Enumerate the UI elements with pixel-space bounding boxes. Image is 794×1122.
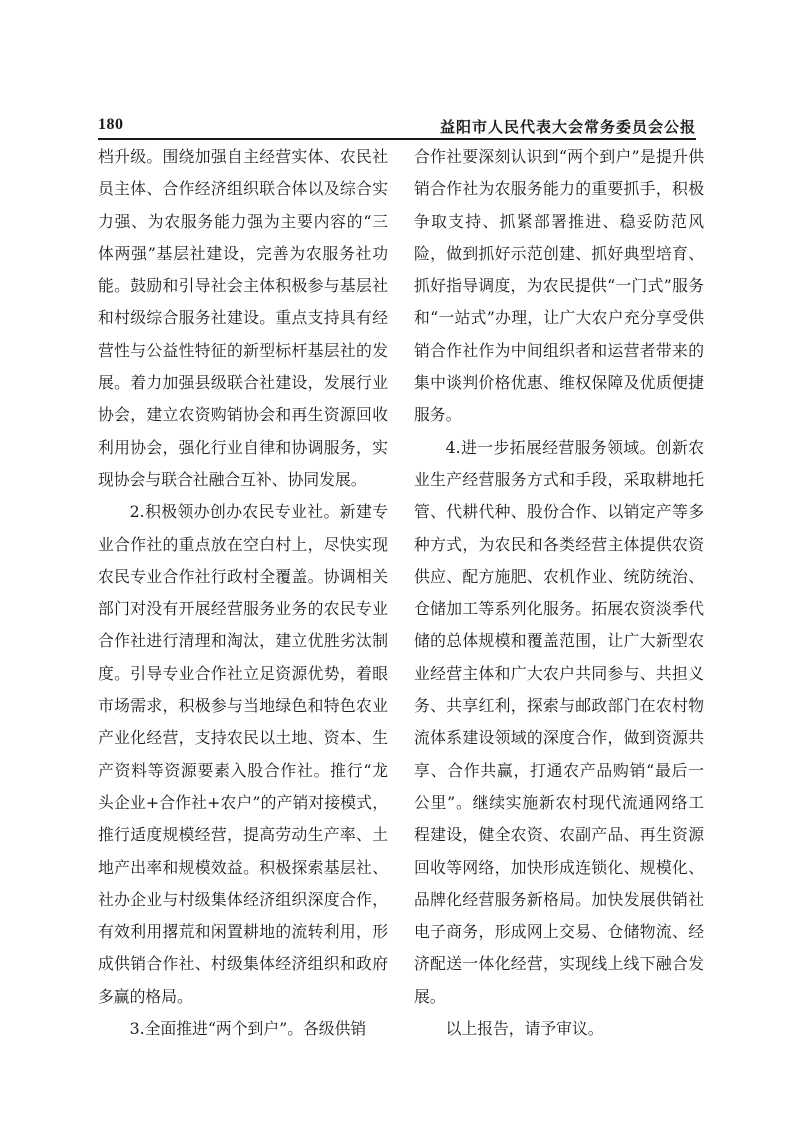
left-column bbox=[98, 141, 388, 1045]
paragraph-section-2: 2.积极领办创办农民专业社。新建专业合作社的重点放在空白村上，尽快实现农民专业合作社行政村全覆盖。协调相关部门对没有开展经营服务业务的农民专业合作社进行清理和淘汰，建立优胜劣汰制度。引导专业合作社立足资源优势，着眼市场需求，积极参与当地绿色和特色农业产业化经营，支持农民以土地、资本、生产资料等资源要素入股合作社。推行“龙头企业+合作社+农户”的产销对接模式，推行适度规模经营，提高劳动生产率、土地产出率和规模效益。积极探索基层社、社办企业与村级集体经济组织深度合作，有效利用撂荒和闲置耕地的流转利用，形成供销合作社、村级集体经济组织和政府多赢的格局。 bbox=[98, 502, 388, 1006]
page-number: 180 bbox=[98, 116, 124, 133]
paragraph-continued: 档升级。围绕加强自主经营实体、农民社员主体、合作经济组织联合体以及综合实力强、为农服务能力强为主要内容的“三体两强”基层社建设，完善为农服务社功能。鼓励和引导社会主体积极参与基层社和村级综合服务社建设。重点支持具有经营性与公益性特征的新型标杆基层社的发展。着力加强县级联合社建设，发展行业协会，建立农资购销协会和再生资源回收利用协会，强化行业自律和协调服务，实现协会与联合社融合互补、协同发展。 bbox=[98, 147, 388, 489]
closing-remark: 以上报告，请予审议。 bbox=[445, 1019, 604, 1039]
journal-title: 益阳市人民代表大会常务委员会公报 bbox=[439, 118, 696, 136]
right-column bbox=[414, 141, 704, 1045]
page-header bbox=[98, 112, 696, 136]
header-divider bbox=[98, 138, 696, 140]
paragraph-section-3: 3.全面推进“两个到户”。各级供销 bbox=[129, 1019, 367, 1039]
paragraph-section-3-continued: 合作社要深刻认识到“两个到户”是提升供销合作社为农服务能力的重要抓手，积极争取支持、抓紧部署推进、稳妥防范风险，做到抓好示范创建、抓好典型培育、抓好指导调度，为农民提供“一门式”服务和“一站式”办理，让广大农户充分享受供销合作社作为中间组织者和运营者带来的集中谈判价格优惠、维权保障及优质便捷服务。 bbox=[414, 147, 704, 425]
paragraph-section-4: 4.进一步拓展经营服务领域。创新农业生产经营服务方式和手段，采取耕地托管、代耕代种、股份合作、以销定产等多种方式，为农民和各类经营主体提供农资供应、配方施肥、农机作业、统防统治、仓储加工等系列化服务。拓展农资淡季代储的总体规模和覆盖范围，让广大新型农业经营主体和广大农户共同参与、共担义务、共享红利，探索与邮政部门在农村物流体系建设领域的深度合作，做到资源共享、合作共赢，打通农产品购销“最后一公里”。继续实施新农村现代流通网络工程建设，健全农资、农副产品、再生资源回收等网络，加快形成连锁化、规模化、品牌化经营服务新格局。加快发展供销社电子商务，形成网上交易、仓储物流、经济配送一体化经营，实现线上线下融合发展。 bbox=[414, 437, 704, 1006]
